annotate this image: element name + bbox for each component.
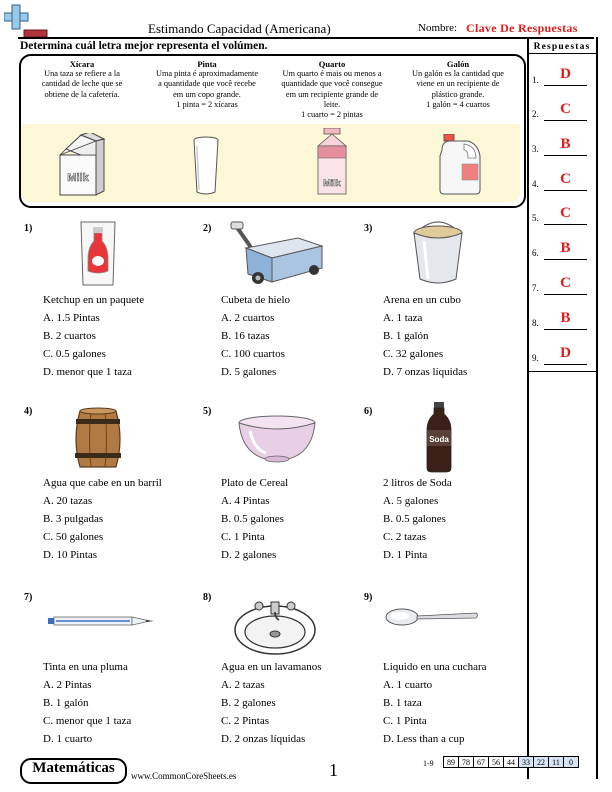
- answer-number: 9.: [532, 353, 539, 363]
- answer-line: [544, 259, 587, 260]
- answer-letter: D: [560, 66, 571, 82]
- problem-question: Tinta en una pluma: [43, 661, 128, 673]
- reference-pint: [145, 59, 269, 110]
- problem-number: 9): [364, 592, 373, 603]
- cooler-icon: [228, 220, 326, 286]
- option-a: A. 2 Pintas: [43, 679, 92, 691]
- option-b: B. 2 cuartos: [43, 330, 96, 342]
- option-d: D. 10 Pintas: [43, 549, 98, 561]
- option-b: B. 3 pulgadas: [43, 513, 104, 525]
- reference-title: Quarto: [318, 59, 346, 69]
- reference-line: quantidade que você consegue: [281, 79, 383, 89]
- problem-question: Ketchup en un paquete: [43, 294, 145, 306]
- answer-number: 1.: [532, 75, 539, 85]
- option-b: B. 2 galones: [221, 697, 276, 709]
- answer-letter: B: [560, 136, 571, 152]
- reference-line: viene en un recipiente de: [416, 79, 500, 89]
- option-b: B. 1 taza: [383, 697, 422, 709]
- ketchup-packet-icon: [78, 219, 118, 287]
- option-c: C. menor que 1 taza: [43, 715, 132, 727]
- problem-number: 4): [24, 406, 33, 417]
- answer-line: [544, 120, 587, 121]
- reference-line: 1 galón = 4 cuartos: [426, 99, 490, 109]
- answer-letter: C: [560, 205, 571, 221]
- pen-icon: [46, 614, 156, 628]
- answer-number: 7.: [532, 283, 539, 293]
- option-a: A. 5 galones: [383, 495, 439, 507]
- answer-letter: D: [560, 345, 571, 361]
- answers-heading-rule: [527, 53, 596, 54]
- option-d: D. 5 galones: [221, 366, 277, 378]
- page-title: Estimando Capacidad (Americana): [148, 21, 331, 36]
- reference-line: Uma pinta é aproximadamente: [155, 69, 259, 79]
- problem-card: [43, 474, 162, 564]
- answer-line: [544, 155, 587, 156]
- reference-line: Um quarto é mais ou menos a: [282, 69, 382, 79]
- score-cell: 44: [504, 757, 519, 768]
- page-number: 1: [329, 760, 338, 780]
- option-a: A. 1 taza: [383, 312, 423, 324]
- answer-line: [544, 85, 587, 86]
- milk-carton-icon: [56, 133, 106, 197]
- option-b: B. 0.5 galones: [221, 513, 284, 525]
- option-a: A. 20 tazas: [43, 495, 93, 507]
- problem-card: [383, 474, 452, 564]
- answers-bottom-rule: [527, 371, 596, 372]
- option-c: C. 2 Pintas: [221, 715, 269, 727]
- score-cell: 0: [564, 757, 579, 768]
- problem-question: Liquido en una cuchara: [383, 661, 487, 673]
- option-d: D. Less than a cup: [383, 733, 465, 745]
- problem-number: 3): [364, 223, 373, 234]
- answer-number: 5.: [532, 213, 539, 223]
- gallon-jug-icon: [438, 134, 482, 196]
- score-cell: 33: [519, 757, 534, 768]
- score-cell: 22: [534, 757, 549, 768]
- option-c: C. 1 Pinta: [221, 531, 265, 543]
- score-cell: 78: [459, 757, 474, 768]
- answer-line: [544, 224, 587, 225]
- reference-line: Un galón es la cantidad que: [412, 69, 504, 79]
- option-a: A. 4 Pintas: [221, 495, 270, 507]
- reference-quart: [270, 59, 394, 120]
- option-b: B. 0.5 galones: [383, 513, 446, 525]
- option-a: A. 1 cuarto: [383, 679, 433, 691]
- option-d: D. 7 onzas líquidas: [383, 366, 468, 378]
- option-c: C. 100 cuartos: [221, 348, 285, 360]
- option-a: A. 2 tazas: [221, 679, 265, 691]
- problem-number: 8): [203, 592, 212, 603]
- answer-line: [544, 294, 587, 295]
- reference-cup: [20, 59, 144, 100]
- milk-carton-label: Milk: [67, 172, 89, 184]
- quart-carton-label: Milk: [323, 178, 341, 188]
- reference-line: leite.: [323, 99, 341, 109]
- score-table: [443, 756, 579, 768]
- name-value: Clave De Respuestas: [466, 21, 578, 35]
- answer-number: 6.: [532, 248, 539, 258]
- answer-letter: C: [560, 171, 571, 187]
- problem-card: [383, 658, 487, 748]
- option-d: D. menor que 1 taza: [43, 366, 132, 378]
- reference-line: cantidad de leche que se: [41, 79, 123, 89]
- answer-line: [544, 190, 587, 191]
- problem-number: 1): [24, 223, 33, 234]
- problem-card: [221, 658, 322, 748]
- reference-title: Xícara: [69, 59, 95, 69]
- option-a: A. 2 cuartos: [221, 312, 275, 324]
- option-d: D. 1 Pinta: [383, 549, 428, 561]
- score-cell: 89: [444, 757, 459, 768]
- option-c: C. 50 galones: [43, 531, 104, 543]
- pint-glass-icon: [192, 136, 220, 196]
- problem-question: Arena en un cubo: [383, 294, 461, 306]
- reference-title: Pinta: [197, 59, 217, 69]
- reference-line: em um recipiente grande de: [285, 89, 379, 99]
- problem-card: [43, 658, 131, 748]
- reference-line: a quantidade que você recebe: [158, 79, 256, 89]
- soda-label: Soda: [429, 435, 449, 444]
- barrel-icon: [72, 407, 124, 471]
- answer-letter: C: [560, 275, 571, 291]
- sink-icon: [231, 594, 319, 656]
- header-rule: [18, 37, 594, 39]
- reference-line: 1 cuarto = 2 pintas: [301, 110, 363, 120]
- reference-line: plástico grande.: [431, 89, 485, 99]
- option-d: D. 2 galones: [221, 549, 277, 561]
- soda-bottle-icon: [424, 402, 454, 474]
- problem-question: Plato de Cereal: [221, 477, 289, 489]
- problem-card: [221, 291, 290, 381]
- name-label: Nombre:: [418, 22, 458, 34]
- problem-question: Cubeta de hielo: [221, 294, 291, 306]
- cereal-bowl-icon: [236, 413, 318, 463]
- answer-number: 8.: [532, 318, 539, 328]
- problem-number: 2): [203, 223, 212, 234]
- option-c: C. 32 galones: [383, 348, 444, 360]
- problem-card: [221, 474, 288, 564]
- problem-question: 2 litros de Soda: [383, 477, 452, 489]
- answer-line: [544, 329, 587, 330]
- option-d: D. 1 cuarto: [43, 733, 93, 745]
- answer-number: 4.: [532, 179, 539, 189]
- reference-gallon: [396, 59, 520, 110]
- plus-minus-logo-icon: [4, 4, 48, 38]
- subject-badge-text: Matemáticas: [32, 760, 115, 776]
- problem-question: Agua en un lavamanos: [221, 661, 322, 673]
- problem-question: Agua que cabe en un barril: [43, 477, 162, 489]
- instruction-text: Determina cuál letra mejor representa el volúmen.: [20, 40, 268, 52]
- problem-number: 7): [24, 592, 33, 603]
- reference-line: obtiene de la cafetería.: [44, 89, 120, 99]
- problem-card: [43, 291, 144, 381]
- spoon-icon: [384, 605, 480, 629]
- option-a: A. 1.5 Pintas: [43, 312, 100, 324]
- problem-number: 6): [364, 406, 373, 417]
- answer-letter: C: [560, 101, 571, 117]
- option-d: D. 2 onzas líquidas: [221, 733, 306, 745]
- reference-title: Galón: [446, 59, 470, 69]
- problem-card: [383, 291, 467, 381]
- reference-line: 1 pinta = 2 xícaras: [176, 99, 238, 109]
- score-range: 1-9: [423, 759, 434, 768]
- problem-number: 5): [203, 406, 212, 417]
- reference-line: Una taza se refiere a la: [44, 69, 120, 79]
- option-b: B. 1 galón: [383, 330, 429, 342]
- sand-bucket-icon: [410, 219, 466, 287]
- footer-url: www.CommonCoreSheets.es: [131, 771, 237, 781]
- quart-milk-carton-icon: [312, 128, 352, 196]
- answer-number: 2.: [532, 109, 539, 119]
- option-b: B. 1 galón: [43, 697, 89, 709]
- option-c: C. 2 tazas: [383, 531, 427, 543]
- answer-letter: B: [560, 240, 571, 256]
- answers-heading: Respuestas: [533, 42, 591, 52]
- option-c: C. 0.5 galones: [43, 348, 106, 360]
- reference-line: em um copo grande.: [173, 89, 241, 99]
- score-cell: 56: [489, 757, 504, 768]
- score-cell: 11: [549, 757, 564, 768]
- answer-letter: B: [560, 310, 571, 326]
- score-cell: 67: [474, 757, 489, 768]
- answer-line: [544, 364, 587, 365]
- option-b: B. 16 tazas: [221, 330, 270, 342]
- option-c: C. 1 Pinta: [383, 715, 427, 727]
- answer-number: 3.: [532, 144, 539, 154]
